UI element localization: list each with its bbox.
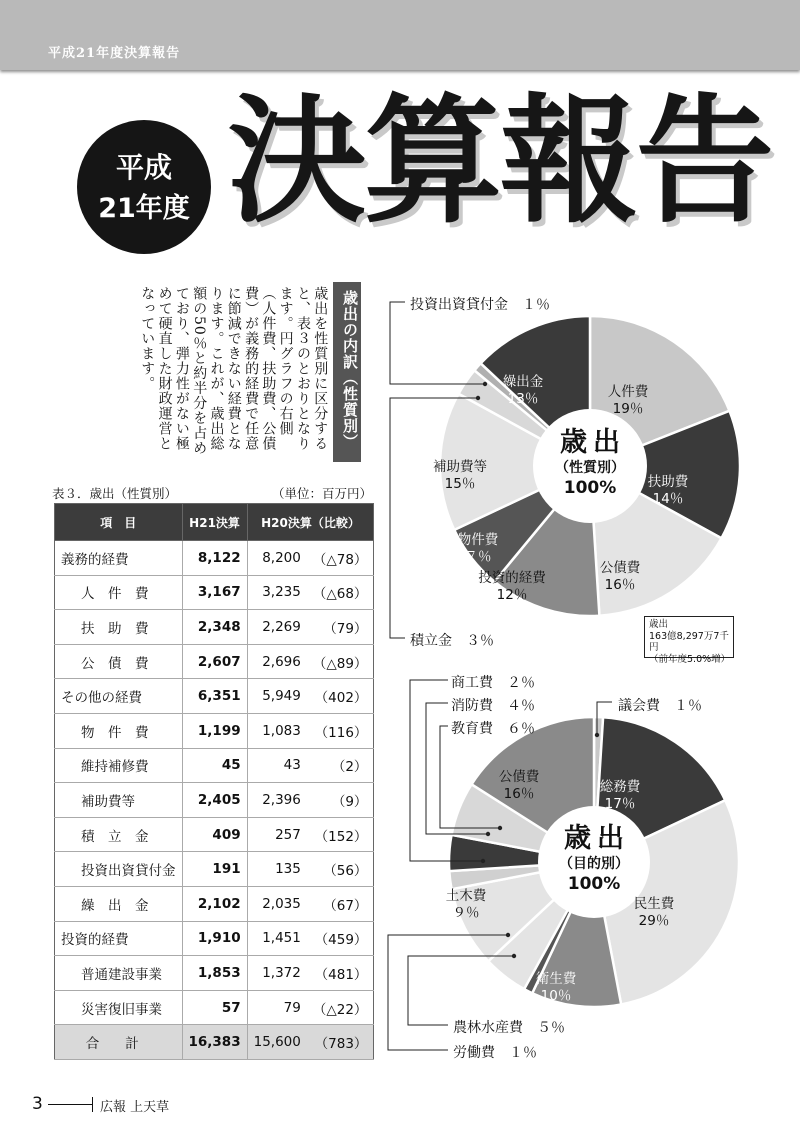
cell-item: 災害復旧事業 bbox=[55, 990, 183, 1025]
slice-outside-label: 積立金 ３％ bbox=[410, 633, 494, 649]
table-caption: 表３．歳出（性質別） bbox=[52, 486, 178, 501]
total-item: 合計 bbox=[55, 1025, 183, 1060]
slice-value-label: 19％ bbox=[612, 401, 644, 417]
cell-diff: （56） bbox=[307, 852, 374, 887]
slice-value-label: 10％ bbox=[540, 988, 572, 1004]
page-title: 決算報告 bbox=[228, 79, 773, 242]
pie-center-subtitle: （目的別） bbox=[559, 856, 629, 872]
pie-center-title: 歳出 bbox=[560, 427, 626, 458]
cell-item: 物 件 費 bbox=[55, 713, 183, 748]
cell-item: 公 債 費 bbox=[55, 644, 183, 679]
cell-diff: （152） bbox=[307, 817, 374, 852]
cell-item: その他の経費 bbox=[55, 679, 183, 714]
cell-diff: （△68） bbox=[307, 575, 374, 610]
cell-diff: （△89） bbox=[307, 644, 374, 679]
cell-item: 普通建設事業 bbox=[55, 956, 183, 991]
slice-outside-label: 投資出資貸付金 １％ bbox=[410, 297, 550, 313]
leader-dot bbox=[595, 733, 599, 737]
cell-item: 義務的経費 bbox=[55, 541, 183, 576]
cell-h21: 3,167 bbox=[182, 575, 247, 610]
cell-h21: 2,405 bbox=[182, 783, 247, 818]
leader-dot bbox=[506, 933, 510, 937]
cell-h21: 191 bbox=[182, 852, 247, 887]
cell-h20: 2,696 bbox=[247, 644, 307, 679]
cell-h20: 2,035 bbox=[247, 886, 307, 921]
section-heading: 歳出の内訳（性質別） bbox=[333, 282, 361, 462]
pie-center-value: 100% bbox=[567, 874, 621, 894]
cell-item: 扶 助 費 bbox=[55, 610, 183, 645]
cell-h20: 43 bbox=[247, 748, 307, 783]
slice-name-label: 総務費 bbox=[599, 779, 641, 795]
leader-dot bbox=[486, 832, 490, 836]
cell-item: 投資出資貸付金 bbox=[55, 852, 183, 887]
slice-name-label: 公債費 bbox=[599, 560, 641, 576]
cell-h20: 1,372 bbox=[247, 956, 307, 991]
slice-outside-label: 農林水産費 ５％ bbox=[453, 1020, 565, 1036]
running-title: 平成21年度決算報告 bbox=[48, 46, 181, 61]
slice-value-label: 12％ bbox=[496, 587, 528, 603]
cell-h20: 257 bbox=[247, 817, 307, 852]
pie-center-subtitle: （性質別） bbox=[555, 460, 625, 476]
cell-h20: 8,200 bbox=[247, 541, 307, 576]
cell-item: 投資的経費 bbox=[55, 921, 183, 956]
slice-value-label: 15％ bbox=[444, 476, 476, 492]
cell-h20: 3,235 bbox=[247, 575, 307, 610]
cell-h20: 5,949 bbox=[247, 679, 307, 714]
pie-center-title: 歳出 bbox=[564, 823, 630, 854]
slice-value-label: 29％ bbox=[638, 913, 670, 929]
cell-diff: （2） bbox=[307, 748, 374, 783]
slice-outside-label: 労働費 １％ bbox=[453, 1045, 537, 1061]
slice-outside-label: 商工費 ２％ bbox=[451, 675, 535, 691]
cell-h21: 2,607 bbox=[182, 644, 247, 679]
cell-h21: 6,351 bbox=[182, 679, 247, 714]
cell-h20: 2,269 bbox=[247, 610, 307, 645]
header-h20: H20決算（比較） bbox=[247, 504, 374, 541]
slice-value-label: 16％ bbox=[604, 577, 636, 593]
cell-diff: （402） bbox=[307, 679, 374, 714]
slice-outside-label: 議会費 １％ bbox=[618, 698, 702, 714]
cell-item: 繰 出 金 bbox=[55, 886, 183, 921]
slice-name-label: 補助費等 bbox=[433, 459, 487, 475]
cell-h21: 1,910 bbox=[182, 921, 247, 956]
cell-h20: 1,083 bbox=[247, 713, 307, 748]
cell-h21: 8,122 bbox=[182, 541, 247, 576]
page-number: 3 bbox=[32, 1094, 43, 1114]
total-h21: 16,383 bbox=[182, 1025, 247, 1060]
cell-h21: 57 bbox=[182, 990, 247, 1025]
cell-diff: （△22） bbox=[307, 990, 374, 1025]
cell-h21: 409 bbox=[182, 817, 247, 852]
slice-name-label: 土木費 bbox=[445, 888, 487, 904]
total-h20: 15,600 bbox=[247, 1025, 307, 1060]
cell-item: 人 件 費 bbox=[55, 575, 183, 610]
pie-center-value: 100% bbox=[563, 478, 617, 498]
cell-item: 維持補修費 bbox=[55, 748, 183, 783]
cell-h21: 1,199 bbox=[182, 713, 247, 748]
leader-dot bbox=[481, 859, 485, 863]
header-h21: H21決算 bbox=[182, 504, 247, 541]
slice-value-label: ７％ bbox=[464, 549, 492, 565]
badge-line2: 21年度 bbox=[98, 193, 190, 224]
leader-dot bbox=[512, 954, 516, 958]
leader-dot bbox=[498, 826, 502, 830]
slice-value-label: 14％ bbox=[652, 491, 684, 507]
header-item: 項 目 bbox=[55, 504, 183, 541]
cell-diff: （9） bbox=[307, 783, 374, 818]
total-diff: （783） bbox=[307, 1025, 374, 1060]
table-unit: （単位：百万円） bbox=[272, 486, 373, 501]
slice-value-label: 17％ bbox=[604, 796, 636, 812]
slice-value-label: ９％ bbox=[452, 905, 480, 921]
cell-h21: 2,348 bbox=[182, 610, 247, 645]
note-line3: （前年度5.0%増） bbox=[649, 653, 731, 665]
leader-dot bbox=[476, 396, 480, 400]
cell-diff: （△78） bbox=[307, 541, 374, 576]
footer-bar bbox=[92, 1097, 93, 1112]
cell-diff: （79） bbox=[307, 610, 374, 645]
cell-h21: 2,102 bbox=[182, 886, 247, 921]
section-body: 歳出を性質別に区分すると、表３のとおりとなります。円グラフの右側（人件費、扶助費、公債費）が義務的経費で任意に節減できない経費となります。これが、歳出総額の50％と約半分を占めており、弾力性がない極めて硬直した財政運営となっています。 bbox=[139, 286, 329, 456]
cell-h20: 79 bbox=[247, 990, 307, 1025]
slice-outside-label: 消防費 ４％ bbox=[451, 698, 535, 714]
cell-h20: 2,396 bbox=[247, 783, 307, 818]
cell-h21: 1,853 bbox=[182, 956, 247, 991]
slice-name-label: 衛生費 bbox=[535, 971, 577, 987]
cell-diff: （116） bbox=[307, 713, 374, 748]
footer-publication: 広報 上天草 bbox=[100, 1100, 170, 1115]
cell-item: 補助費等 bbox=[55, 783, 183, 818]
leader-line bbox=[390, 302, 485, 384]
note-line2: 163億8,297万7千円 bbox=[649, 630, 729, 653]
cell-item: 積 立 金 bbox=[55, 817, 183, 852]
footer-rule bbox=[48, 1104, 92, 1105]
slice-name-label: 公債費 bbox=[498, 769, 540, 785]
slice-name-label: 物件費 bbox=[457, 532, 499, 548]
slice-value-label: 13％ bbox=[507, 391, 539, 407]
cell-h20: 1,451 bbox=[247, 921, 307, 956]
slice-name-label: 民生費 bbox=[633, 896, 675, 912]
note-line1: 歳出 bbox=[649, 619, 669, 630]
cell-diff: （459） bbox=[307, 921, 374, 956]
cell-diff: （481） bbox=[307, 956, 374, 991]
slice-outside-label: 教育費 ６％ bbox=[451, 721, 535, 737]
slice-name-label: 繰出金 bbox=[502, 374, 544, 390]
total-note bbox=[644, 616, 734, 665]
cell-diff: （67） bbox=[307, 886, 374, 921]
cell-h21: 45 bbox=[182, 748, 247, 783]
cell-h20: 135 bbox=[247, 852, 307, 887]
slice-name-label: 扶助費 bbox=[647, 474, 689, 490]
slice-name-label: 人件費 bbox=[607, 384, 649, 400]
slice-name-label: 投資的経費 bbox=[478, 570, 546, 586]
slice-value-label: 16％ bbox=[503, 786, 535, 802]
badge-line1: 平成 bbox=[115, 151, 172, 184]
